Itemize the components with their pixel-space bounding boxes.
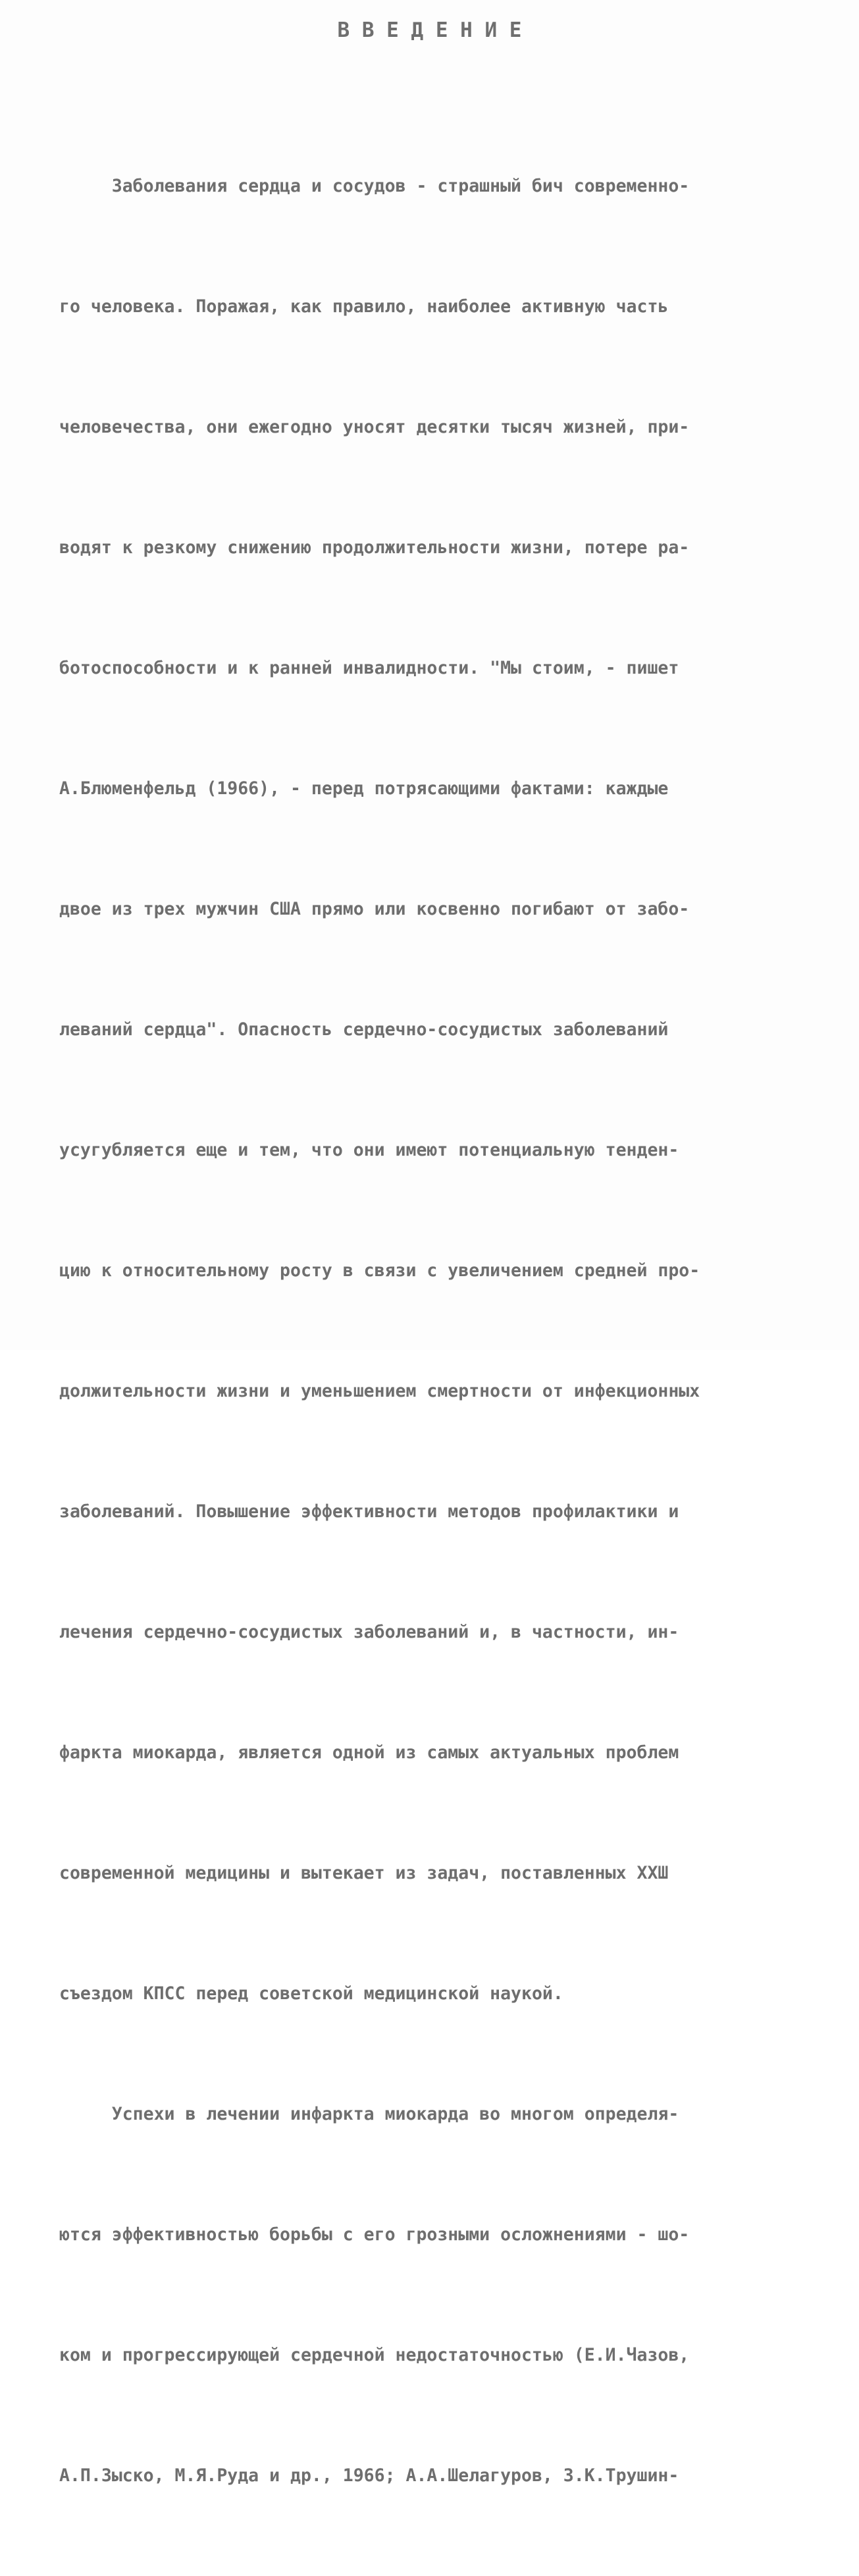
text-line: А.П.Зыско, М.Я.Руда и др., 1966; А.А.Шелагуров, З.К.Трушин- [59, 2465, 679, 2486]
text-line: двое из трех мужчин США прямо или косвенно погибают от забо- [59, 899, 690, 919]
text-line: человечества, они ежегодно уносят десятки тысяч жизней, при- [59, 417, 690, 437]
text-line: усугубляется еще и тем, что они имеют потенциальную тенден- [59, 1140, 679, 1160]
text-line: современной медицины и вытекает из задач, поставленных XXШ [59, 1863, 669, 1883]
text-line: ботоспособности и к ранней инвалидности. "Мы стоим, - пишет [59, 658, 679, 678]
text-line: леваний сердца". Опасность сердечно-сосудистых заболеваний [59, 1019, 669, 1040]
text-line: лечения сердечно-сосудистых заболеваний и, в частности, ин- [59, 1622, 679, 1642]
text-line: Заболевания сердца и сосудов - страшный бич современно- [59, 176, 690, 196]
text-line: ются эффективностью борьбы с его грозными осложнениями - шо- [59, 2224, 690, 2245]
text-line: должительности жизни и уменьшением смертности от инфекционных [59, 1381, 700, 1401]
text-line: ком и прогрессирующей сердечной недостаточностью (Е.И.Чазов, [59, 2345, 690, 2365]
section-title: В В Е Д Е Н И Е [337, 18, 522, 42]
text-line: цию к относительному росту в связи с увеличением средней про- [59, 1260, 700, 1281]
text-line: Успехи в лечении инфаркта миокарда во многом определя- [59, 2104, 679, 2124]
text-line: А.Блюменфельд (1966), - перед потрясающими фактами: каждые [59, 778, 669, 799]
text-line: го человека. Поражая, как правило, наиболее активную часть [59, 296, 669, 317]
body-text [59, 86, 810, 2576]
text-line: водят к резкому снижению продолжительности жизни, потере ра- [59, 537, 690, 558]
text-line: съездом КПСС перед советской медицинской наукой. [59, 1983, 563, 2004]
text-line: фаркта миокарда, является одной из самых актуальных проблем [59, 1742, 679, 1763]
text-line: заболеваний. Повышение эффективности методов профилактики и [59, 1501, 679, 1522]
